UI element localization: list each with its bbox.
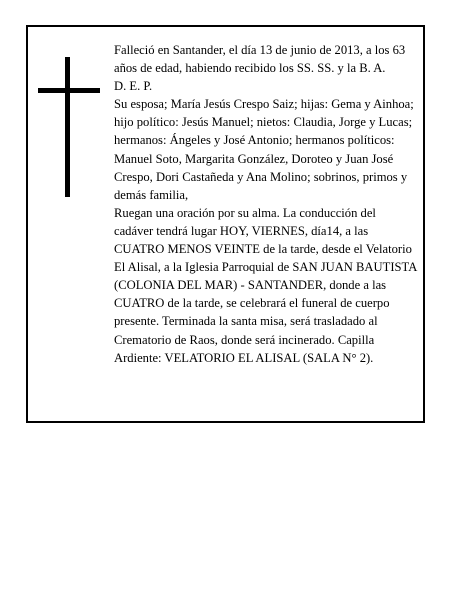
cross-vertical-bar (65, 57, 70, 197)
cross-horizontal-bar (38, 88, 100, 93)
obituary-notice (26, 25, 425, 423)
rest-in-peace: D. E. P. (114, 79, 153, 94)
funeral-details: Ruegan una oración por su alma. La conducción del cadáver tendrá lugar HOY, VIERNES, día14, a las CUATRO MENOS VEINTE de la tarde, desde el Velatorio El Alisal, a la Iglesia Parroquial de SAN JUAN BAUTISTA (COLONIA DEL MAR) - SANTANDER, donde a las CUATRO de la tarde, se celebrará el funeral de cuerpo presente. Terminada la santa misa, será trasladado al Crematorio de Raos, donde será incinerado. Capilla Ardiente: VELATORIO EL ALISAL (SALA N° 2). (114, 205, 417, 365)
cross-icon (38, 57, 100, 197)
obituary-text (114, 41, 418, 367)
family-list: Su esposa; María Jesús Crespo Saiz; hijas: Gema y Ainhoa; hijo político: Jesús Manuel; nietos: Claudia, Jorge y Lucas; hermanos: Ángeles y José Antonio; hermanos políticos: Manuel Soto, Margarita González, Doroteo y Juan José Crespo, Dori Castañeda y Ana Molino; sobrinos, primos y demás familia, (114, 97, 414, 202)
death-announcement: Falleció en Santander, el día 13 de junio de 2013, a los 63 años de edad, habiendo recibido los SS. SS. y la B. A. (114, 43, 406, 76)
